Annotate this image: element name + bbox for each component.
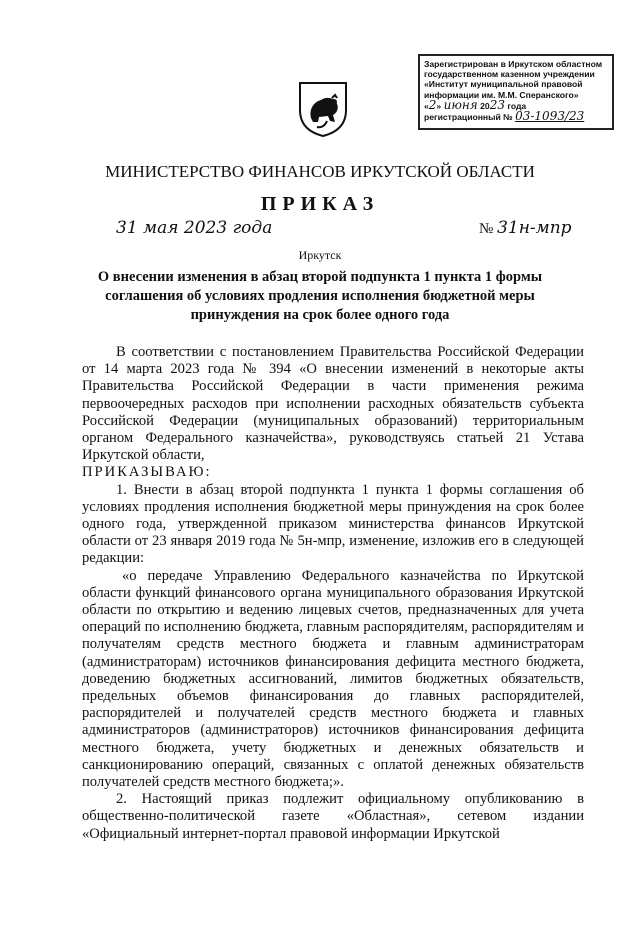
- stamp-date: «2» июня 2023 года: [424, 97, 527, 112]
- document-title: [80, 268, 560, 325]
- stamp-line: государственном казенном учреждении: [424, 69, 595, 80]
- title-line: О внесении изменения в абзац второй подпункта 1 пункта 1 формы: [97, 269, 543, 285]
- title-line: принуждения на срок более одного года: [190, 307, 450, 323]
- paragraph-quote: «о передаче Управлению Федерального казначейства по Иркутской области функций финансового органа муниципального образования Иркутской области по открытию и ведению лицевых счетов, предназначенных для учета операций по исполнению бюджета, главным распорядителям, распорядителям и получателям средств местного бюджета и главным администраторам (администраторам) источников финансирования дефицита местного бюджета, доведению бюджетных ассигнований, лимитов бюджетных обязательств, предельных объемов финансирования до главных распорядителей, распорядителей и получателей средств местного бюджета и главных администраторов (администраторов) источников финансирования дефицита местного бюджета, учету бюджетных и денежных обязательств и санкционированию операций, связанных с оплатой денежных обязательств получателей средств местного бюджета;».: [82, 567, 584, 791]
- document-body: [82, 344, 584, 843]
- stamp-line: информации им. М.М. Сперанского»: [424, 89, 579, 100]
- stamp-day: 2: [428, 97, 437, 112]
- stamp-reg-label: регистрационный №: [424, 112, 513, 123]
- order-title: ПРИКАЗ: [260, 193, 380, 215]
- number-prefix: №: [479, 221, 494, 237]
- city: Иркутск: [298, 248, 342, 262]
- order-number: [479, 218, 572, 238]
- stamp-month: июня: [443, 97, 478, 112]
- number-value: 31н-мпр: [497, 218, 572, 238]
- stamp-year-label: года: [507, 100, 527, 111]
- paragraph-preamble: В соответствии с постановлением Правительства Российской Федерации от 14 марта 2023 года № 394 «О внесении изменений в некоторые акты Правительства Российской Федерации в части применения режима первоочередных расходов при исполнении расходных обязательств субъекта Российской Федерации (муниципальных образований) территориальным органом Федерального казначейства», руководствуясь статьей 21 Устава Иркутской области,: [82, 344, 584, 464]
- paragraph-1: 1. Внести в абзац второй подпункта 1 пункта 1 формы соглашения об условиях продления исполнения бюджетной меры принуждения на срок более одного года, утвержденной приказом министерства финансов Иркутской области от 23 января 2019 года № 5н-мпр, изменение, изложив его в следующей редакции:: [82, 481, 584, 567]
- stamp-year-prefix: 20: [480, 100, 490, 111]
- stamp-line: «Институт муниципальной правовой: [424, 79, 583, 90]
- stamp-line: Зарегистрирован в Иркутском областном: [424, 59, 603, 69]
- title-line: соглашения об условиях продления исполнения бюджетной меры: [105, 288, 535, 304]
- order-verb: ПРИКАЗЫВАЮ:: [82, 464, 212, 481]
- paragraph-2: 2. Настоящий приказ подлежит официальному опубликованию в общественно-политической газете «Областная», сетевом издании «Официальный интернет-портал правовой информации Иркутской: [82, 791, 584, 842]
- order-date: 31 мая 2023 года: [116, 218, 273, 238]
- stamp-reg: [424, 111, 608, 122]
- stamp-year-suffix: 23: [489, 97, 505, 112]
- ministry-name: МИНИСТЕРСТВО ФИНАНСОВ ИРКУТСКОЙ ОБЛАСТИ: [105, 162, 535, 181]
- coat-of-arms-icon: [297, 80, 349, 138]
- stamp-reg-number: 03-1093/23: [515, 109, 585, 124]
- registration-stamp: [418, 54, 614, 130]
